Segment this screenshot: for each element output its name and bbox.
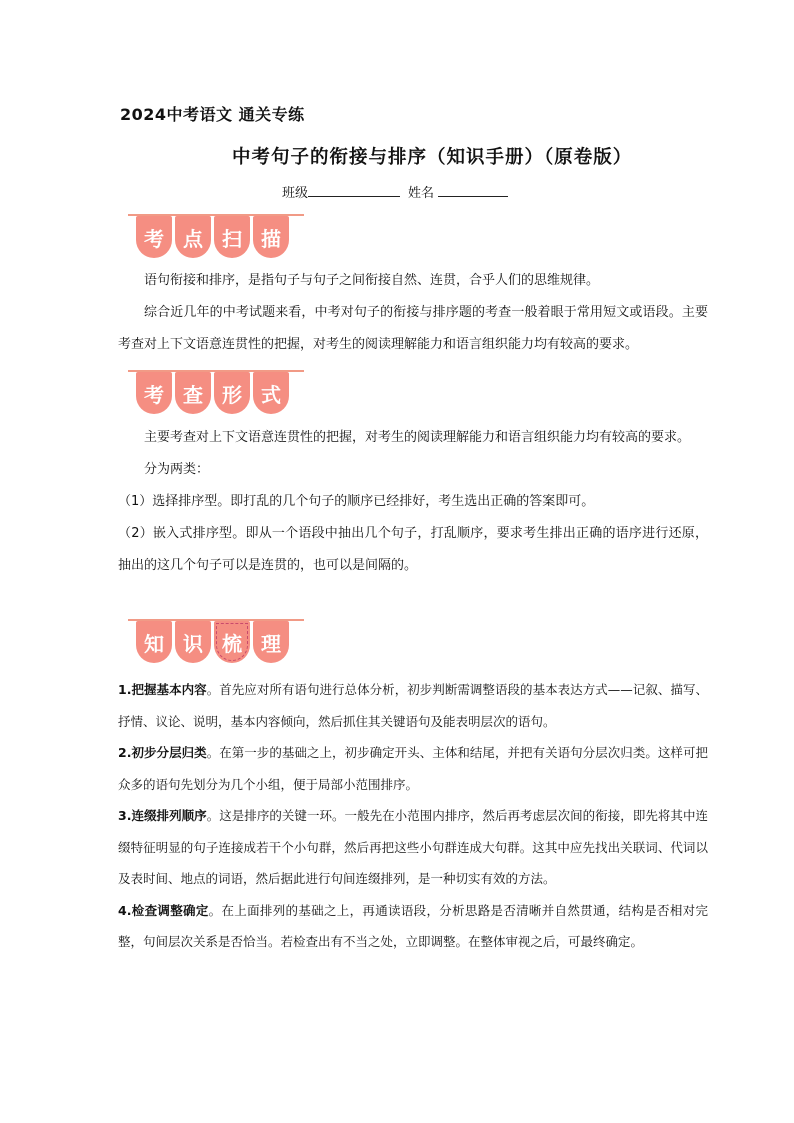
banner-tab: 知 <box>136 621 172 663</box>
banner-tab: 扫 <box>214 216 250 258</box>
banner-tab: 识 <box>175 621 211 663</box>
step-head: 1.把握基本内容 <box>118 682 207 697</box>
knowledge-content <box>118 674 708 958</box>
class-name-row <box>282 182 508 201</box>
banner-tab: 形 <box>214 372 250 414</box>
paragraph: 主要考查对上下文语意连贯性的把握，对考生的阅读理解能力和语言组织能力均有较高的要求。 <box>144 430 691 445</box>
banner-tab: 考 <box>136 216 172 258</box>
banner-tab: 式 <box>253 372 289 414</box>
name-blank <box>438 184 508 197</box>
series-title: 2024中考语文 通关专练 <box>120 105 305 124</box>
step-body: 。这是排序的关键一环。一般先在小范围内排序，然后再考虑层次间的衔接，即先将其中连缀特征明显的句子连接成若干个小句群，然后再把这些小句群连成大句群。这其中应先找出关联词、代词以及表时间、地点的词语，然后据此进行句间连缀排列，是一种切实有效的方法。 <box>118 808 708 886</box>
paragraph: （1）选择排序型。即打乱的几个句子的顺序已经排好，考生选出正确的答案即可。 <box>118 494 595 509</box>
step-item <box>118 674 708 737</box>
paragraph: （2）嵌入式排序型。即从一个语段中抽出几个句子，打乱顺序，要求考生排出正确的语序进行还原，抽出的这几个句子可以是连贯的，也可以是间隔的。 <box>118 526 708 573</box>
banner-tab: 描 <box>253 216 289 258</box>
class-blank <box>308 184 400 197</box>
banner-tab: 点 <box>175 216 211 258</box>
step-head: 3.连缀排列顺序 <box>118 808 207 823</box>
banner-tab: 考 <box>136 372 172 414</box>
paragraph: 语句衔接和排序，是指句子与句子之间衔接自然、连贯，合乎人们的思维规律。 <box>144 273 600 288</box>
step-head: 4.检查调整确定 <box>118 902 209 918</box>
paragraph: 综合近几年的中考试题来看，中考对句子的衔接与排序题的考查一般着眼于常用短文或语段。主要考查对上下文语意连贯性的把握，对考生的阅读理解能力和语言组织能力均有较高的要求。 <box>118 305 708 352</box>
banner-tab: 查 <box>175 372 211 414</box>
step-body: 。首先应对所有语句进行总体分析，初步判断需调整语段的基本表达方式——记叙、描写、抒情、议论、说明，基本内容倾向，然后抓住其关键语句及能表明层次的语句。 <box>118 682 708 729</box>
banner-tab: 梳 <box>214 621 250 663</box>
step-body: 。在上面排列的基础之上，再通读语段，分析思路是否清晰并自然贯通，结构是否相对完整，句间层次关系是否恰当。若检查出有不当之处，立即调整。在整体审视之后，可最终确定。 <box>118 902 708 949</box>
scan-content <box>118 265 708 361</box>
paragraph: 分为两类： <box>144 462 210 477</box>
class-label: 班级 <box>282 186 309 201</box>
step-item <box>118 895 708 958</box>
step-item <box>118 800 708 895</box>
name-label: 姓名 <box>408 186 435 201</box>
banner-tab: 理 <box>253 621 289 663</box>
page-title: 中考句子的衔接与排序（知识手册）（原卷版） <box>232 147 633 168</box>
form-content <box>118 422 708 582</box>
step-item <box>118 737 708 800</box>
step-body: 。在第一步的基础之上，初步确定开头、主体和结尾，并把有关语句分层次归类。这样可把众多的语句先划分为几个小组，便于局部小范围排序。 <box>118 745 708 792</box>
step-head: 2.初步分层归类 <box>118 745 207 760</box>
